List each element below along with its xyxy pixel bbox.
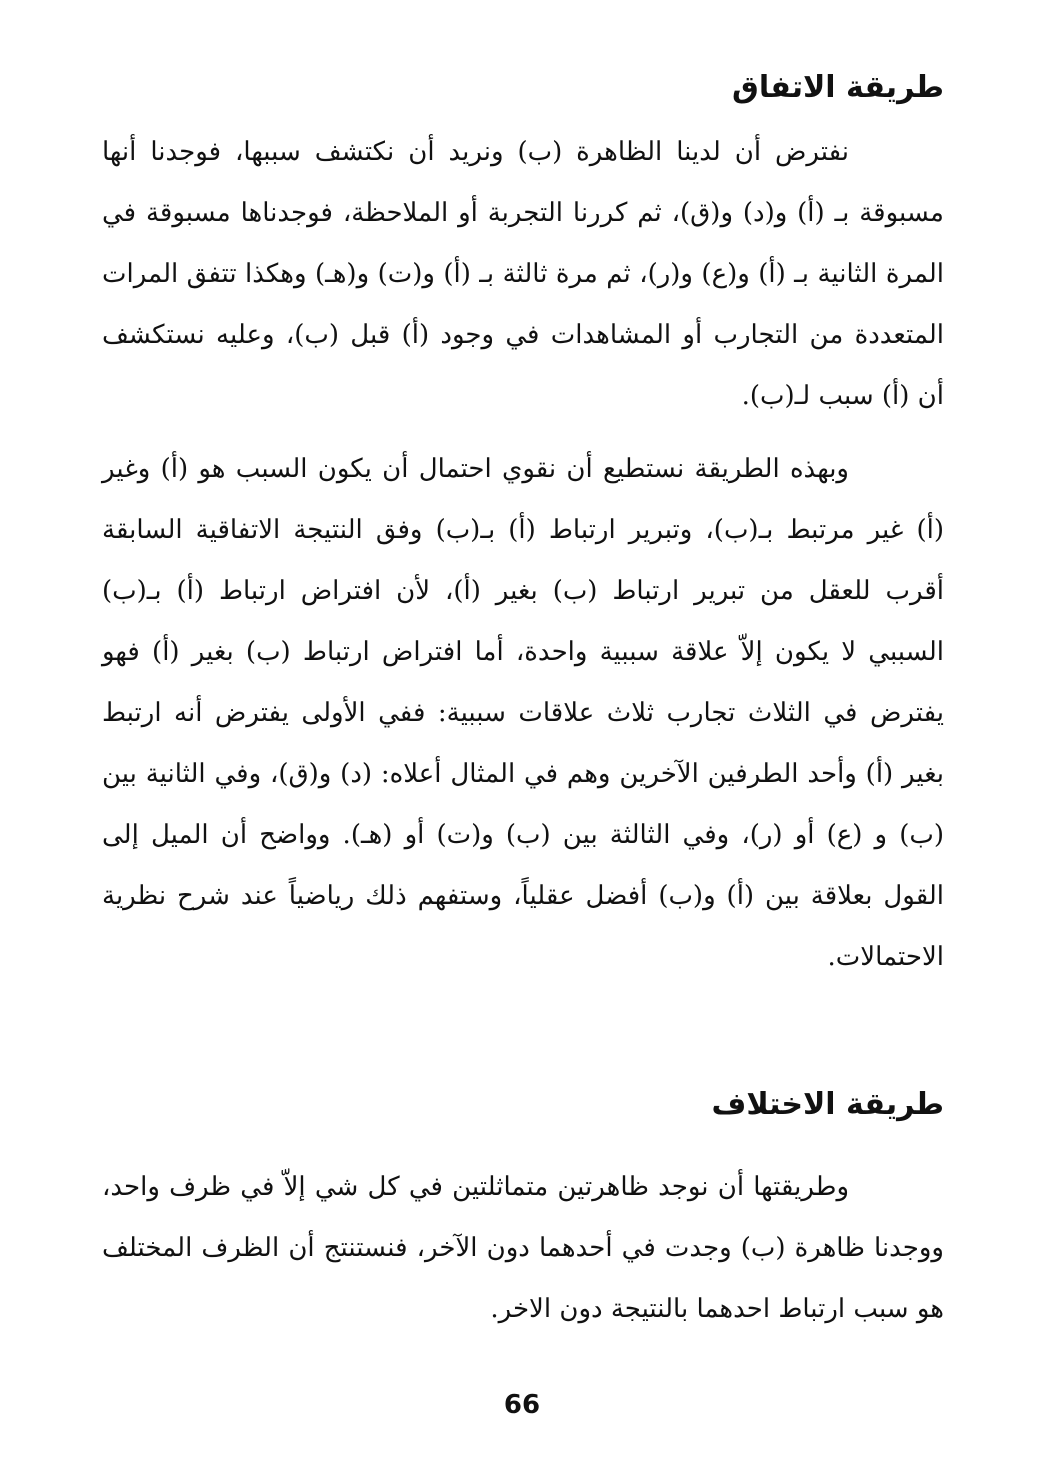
paragraph-difference-method: وطريقتها أن نوجد ظاهرتين متماثلتين في كل شي إلاّ في ظرف واحد، ووجدنا ظاهرة (ب) وجدت في أحدهما دون الآخر، فنستنتج أن الظرف المختلف هو سبب ارتباط احدهما بالنتيجة دون الاخر. (102, 1172, 944, 1324)
section-heading-agreement: طريقة الاتفاق (732, 70, 944, 105)
paragraph-agreement-method: نفترض أن لدينا الظاهرة (ب) ونريد أن نكتشف سببها، فوجدنا أنها مسبوقة بـ (أ) و(د) و(ق)، ثم كررنا التجربة أو الملاحظة، فوجدناها مسبوقة في المرة الثانية بـ (أ) و(ع) و(ر)، ثم مرة ثالثة بـ (أ) و(ت) و(هـ) وهكذا تتفق المرات المتعددة من التجارب أو المشاهدات في وجود (أ) قبل (ب)، وعليه نستكشف أن (أ) سبب لـ(ب). (102, 137, 944, 411)
section-heading-difference: طريقة الاختلاف (711, 1087, 944, 1122)
page-number: 66 (503, 1390, 541, 1420)
paragraph-agreement-probability: وبهذه الطريقة نستطيع أن نقوي احتمال أن يكون السبب هو (أ) وغير (أ) غير مرتبط بـ(ب)، وتبرير ارتباط (أ) بـ(ب) وفق النتيجة الاتفاقية السابقة أقرب للعقل من تبرير ارتباط (ب) بغير (أ)، لأن افتراض ارتباط (أ) بـ(ب) السببي لا يكون إلاّ علاقة سببية واحدة، أما افتراض ارتباط (ب) بغير (أ) فهو يفترض في الثلاث تجارب ثلاث علاقات سببية: ففي الأولى يفترض أنه ارتبط بغير (أ) وأحد الطرفين الآخرين وهم في المثال أعلاه: (د) و(ق)، وفي الثانية بين (ب) و (ع) أو (ر)، وفي الثالثة بين (ب) و(ت) أو (هـ). وواضح أن الميل إلى القول بعلاقة بين (أ) و(ب) أفضل عقلياً، وستفهم ذلك رياضياً عند شرح نظرية الاحتمالات. (102, 454, 944, 972)
